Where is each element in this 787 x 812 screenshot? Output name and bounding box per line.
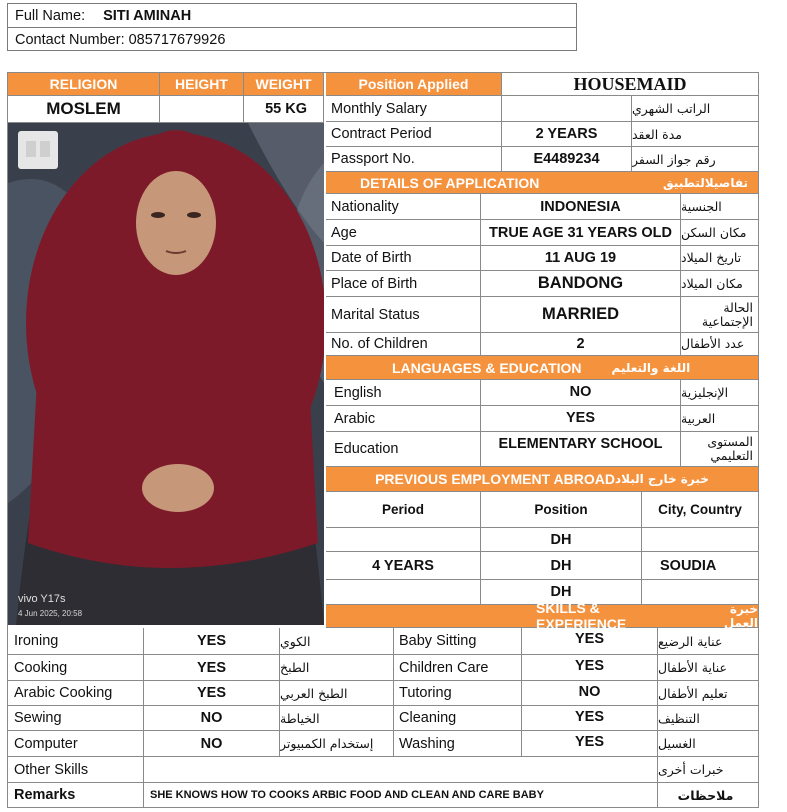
contact-row [8,28,576,51]
details-row-label: Nationality [326,194,481,220]
applicant-photo [8,123,324,625]
skills-left-arabic: الخياطة [280,706,394,731]
height-value [160,96,244,123]
position-row-label: Passport No. [326,147,502,172]
other-skills-label: Other Skills [8,757,144,783]
other-skills-value [144,757,658,783]
skills-right-label: Tutoring [394,681,522,706]
person-silhouette-icon [8,123,324,625]
skills-right-arabic: الغسيل [658,731,759,757]
skills-header [326,600,759,632]
remarks-label: Remarks [8,783,144,808]
skills-left-label: Computer [8,731,144,757]
skills-left-value: NO [144,706,280,731]
details-title-ar: تفاصيلالتطبيق [663,175,748,190]
employment-col-header: City, Country [642,492,759,528]
skills-left-arabic: الطبخ العربي [280,681,394,706]
height-header: HEIGHT [160,73,244,96]
employment-cell [642,528,759,552]
skills-left-arabic: الطبخ [280,655,394,681]
skills-right-value: NO [522,681,658,706]
languages-row-label: Education [326,432,481,467]
position-row-value [502,96,632,122]
skills-right-arabic: تعليم الأطفال [658,681,759,706]
skills-right-value: YES [522,731,658,757]
details-row-value: 11 AUG 19 [481,246,681,271]
position-row-arabic: رقم جواز السفر [632,147,759,172]
religion-value: MOSLEM [8,96,160,123]
employment-cell: DH [481,552,642,580]
skills-right-value: YES [522,655,658,681]
employment-cell: DH [481,528,642,552]
employment-cell [326,580,481,605]
skills-left-label: Ironing [8,628,144,655]
details-row-value: INDONESIA [481,194,681,220]
employment-col-header: Position [481,492,642,528]
details-row-arabic: الجنسية [681,194,759,220]
employment-title-ar: خبرة خارج البلاد [614,472,709,486]
languages-title-ar: اللغة والتعليم [611,360,691,375]
details-row-value: BANDONG [481,271,681,297]
weight-header: WEIGHT [244,73,324,96]
employment-col-header: Period [326,492,481,528]
languages-header [326,356,759,380]
position-row-label: Monthly Salary [326,96,502,122]
languages-row-arabic: العربية [681,406,759,432]
skills-title-ar: خبرة العمل [723,602,758,630]
details-row-arabic: مكان السكن [681,220,759,246]
skills-right-label: Cleaning [394,706,522,731]
remarks-arabic: ملاحظات [658,783,759,808]
skills-left-label: Sewing [8,706,144,731]
remarks-value: SHE KNOWS HOW TO COOKS ARBIC FOOD AND CLEAN AND CARE BABY [144,783,658,808]
position-row-arabic: الراتب الشهري [632,96,759,122]
details-row-label: No. of Children [326,333,481,356]
details-row-arabic: مكان الميلاد [681,271,759,297]
employment-cell [326,528,481,552]
position-row-arabic: مدة العقد [632,122,759,147]
details-row-arabic: عدد الأطفال [681,333,759,356]
skills-right-label: Children Care [394,655,522,681]
skills-right-value: YES [522,706,658,731]
details-row-value: MARRIED [481,297,681,333]
skills-right-value: YES [522,628,658,655]
position-row-value: E4489234 [502,147,632,172]
details-row-value: 2 [481,333,681,356]
skills-left-value: NO [144,731,280,757]
details-row-label: Place of Birth [326,271,481,297]
position-row-label: Contract Period [326,122,502,147]
photo-watermark-brand: vivo Y17s [18,593,66,605]
skills-title: SKILLS & EXPERIENCE [536,600,627,632]
skills-left-arabic: الكوي [280,628,394,655]
languages-row-value: YES [481,406,681,432]
employment-header [326,467,759,492]
skills-left-arabic: إستخدام الكمبيوتر [280,731,394,757]
languages-row-value: ELEMENTARY SCHOOL [481,432,681,467]
position-value: HOUSEMAID [502,73,759,96]
details-title: DETAILS OF APPLICATION [360,174,540,191]
header-box [7,3,577,51]
photo-watermark-date: 4 Jun 2025, 20:58 [18,609,83,618]
skills-right-arabic: عناية الأطفال [658,655,759,681]
other-skills-arabic: خبرات أخرى [658,757,759,783]
details-row-label: Marital Status [326,297,481,333]
languages-row-arabic: المستوى التعليمي [681,432,759,467]
details-header [326,172,759,194]
position-header: Position Applied [326,73,502,96]
details-row-arabic: تاريخ الميلاد [681,246,759,271]
languages-title: LANGUAGES & EDUCATION [392,359,582,376]
employment-cell: 4 YEARS [326,552,481,580]
details-row-label: Age [326,220,481,246]
employment-cell: DH [481,580,642,605]
skills-left-value: YES [144,655,280,681]
languages-row-arabic: الإنجليزية [681,380,759,406]
contact-value: 085717679926 [128,31,226,48]
skills-left-value: YES [144,628,280,655]
skills-right-arabic: عناية الرضيع [658,628,759,655]
employment-cell: SOUDIA [642,552,759,580]
languages-row-value: NO [481,380,681,406]
employment-title: PREVIOUS EMPLOYMENT ABROAD [375,471,615,487]
full-name-row [8,4,576,28]
languages-row-label: Arabic [326,406,481,432]
skills-right-label: Washing [394,731,522,757]
religion-header: RELIGION [8,73,160,96]
full-name-value: SITI AMINAH [103,7,192,24]
details-row-label: Date of Birth [326,246,481,271]
languages-row-label: English [326,380,481,406]
details-row-arabic: الحالة الإجتماعية [681,297,759,333]
weight-value: 55 KG [244,96,324,123]
skills-left-value: YES [144,681,280,706]
contact-label: Contact Number: [15,31,125,48]
skills-right-arabic: التنظيف [658,706,759,731]
skills-left-label: Arabic Cooking [8,681,144,706]
position-row-value: 2 YEARS [502,122,632,147]
skills-right-label: Baby Sitting [394,628,522,655]
details-row-value: TRUE AGE 31 YEARS OLD [481,220,681,246]
full-name-label: Full Name: [15,7,86,24]
skills-left-label: Cooking [8,655,144,681]
